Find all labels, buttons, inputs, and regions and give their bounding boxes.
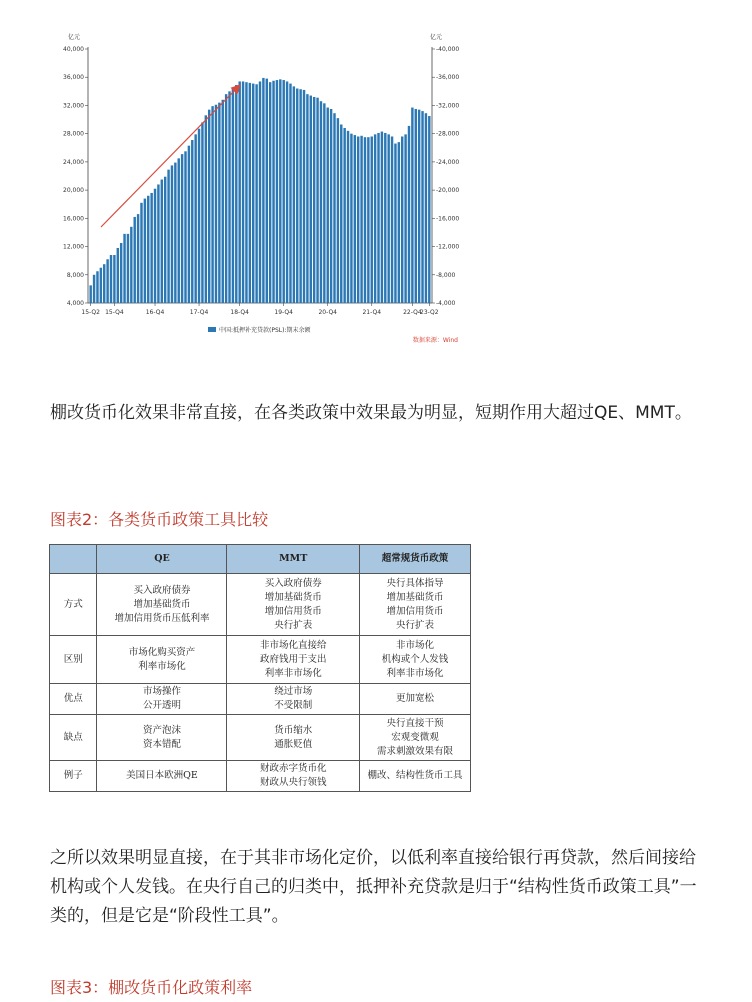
psl-bar <box>269 82 271 303</box>
x-tick-label: 20-Q4 <box>318 309 338 316</box>
psl-bar <box>415 109 417 303</box>
psl-bar <box>208 110 210 303</box>
table-cell-line: 央行具体指导 <box>386 577 444 589</box>
table-cell-qe <box>97 684 227 715</box>
x-tick-label: 19-Q4 <box>274 309 293 316</box>
figure-3-title: 图表3：棚改货币化政策利率 <box>50 978 253 997</box>
table-cell-line: 增加基础货币 <box>386 591 444 603</box>
psl-bar <box>398 142 400 303</box>
table-row-head: 例子 <box>50 761 97 792</box>
psl-bar <box>320 101 322 303</box>
right-tick-label: -20,000 <box>436 187 460 195</box>
table-cell-line: 央行扩表 <box>395 619 434 631</box>
right-tick-label: -8,000 <box>436 271 456 279</box>
table-cell-extra <box>359 684 470 715</box>
psl-bar <box>201 122 203 303</box>
psl-bar <box>140 203 142 303</box>
left-tick-label: 4,000 <box>66 300 84 307</box>
psl-bar <box>154 189 156 303</box>
table-cell-qe <box>97 574 227 636</box>
psl-chart <box>0 0 752 360</box>
table-cell-line: 增加信用货币 <box>264 605 322 617</box>
psl-bar <box>276 80 278 303</box>
psl-bar <box>245 82 247 303</box>
x-tick-label: 21-Q4 <box>362 309 382 316</box>
right-tick-label: -16,000 <box>436 215 460 223</box>
table-body <box>50 574 471 792</box>
table-cell-line: 需求刺激效果有限 <box>376 745 453 757</box>
psl-bar <box>330 109 332 303</box>
psl-bar <box>188 146 190 303</box>
left-tick-label: 8,000 <box>66 271 84 279</box>
psl-bar <box>289 84 291 303</box>
table-cell-qe <box>97 636 227 684</box>
table-cell-qe <box>97 761 227 792</box>
right-tick-label: -12,000 <box>436 243 460 251</box>
psl-bar <box>394 144 396 303</box>
psl-bar <box>161 180 163 303</box>
table-cell-mmt <box>227 761 359 792</box>
psl-bar <box>147 196 149 303</box>
left-tick-label: 40,000 <box>63 46 84 53</box>
psl-bar <box>106 259 108 303</box>
psl-bar <box>374 134 376 303</box>
table-header-mmt: MMT <box>227 545 359 574</box>
psl-bar <box>381 132 383 303</box>
table-cell-line: 通胀贬值 <box>274 738 313 750</box>
table-row-head: 方式 <box>50 574 97 636</box>
psl-bar <box>127 234 129 303</box>
psl-bar <box>367 137 369 303</box>
psl-bar <box>286 81 288 303</box>
psl-bar <box>117 248 119 303</box>
table-header-extra: 超常规货币政策 <box>359 545 470 574</box>
psl-bar <box>191 140 193 303</box>
paragraph-1: 棚改货币化效果非常直接，在各类政策中效果最为明显，短期作用大超过QE、MMT。 <box>50 403 692 423</box>
policy-comparison-table <box>49 544 471 792</box>
x-tick-label: 18-Q4 <box>230 309 249 316</box>
psl-bar <box>340 124 342 303</box>
table-cell-extra <box>359 715 470 761</box>
psl-bar <box>218 103 220 303</box>
x-tick-label: 16-Q4 <box>145 309 165 316</box>
psl-bar <box>262 78 264 303</box>
psl-bar <box>144 199 146 303</box>
psl-bar <box>364 137 366 303</box>
table-cell-line: 市场操作 <box>142 686 181 697</box>
psl-bar <box>333 113 335 303</box>
psl-bar <box>171 165 173 303</box>
table-header-row <box>50 545 471 574</box>
psl-bar <box>235 85 237 303</box>
psl-bar <box>296 89 298 303</box>
psl-bar <box>249 83 251 303</box>
table-cell-line: 资产泡沫 <box>142 724 181 736</box>
psl-bar <box>357 136 359 303</box>
psl-bar <box>174 163 176 303</box>
psl-bar <box>310 96 312 303</box>
table-cell-mmt <box>227 715 359 761</box>
psl-bar <box>323 103 325 303</box>
psl-bar <box>150 193 152 303</box>
psl-bar <box>232 89 234 303</box>
table-row <box>50 684 471 715</box>
psl-bar <box>252 84 254 303</box>
table-cell-mmt <box>227 636 359 684</box>
psl-bar <box>411 108 413 303</box>
psl-bar <box>164 177 166 303</box>
right-tick-label: -4,000 <box>436 300 456 307</box>
table-header-qe: QE <box>97 545 227 574</box>
psl-bar <box>103 264 105 303</box>
x-tick-label: 15-Q2 <box>81 309 100 316</box>
right-unit-label: 亿元 <box>430 34 443 41</box>
table-cell-line: 美国日本欧洲QE <box>126 770 198 781</box>
table-row-head: 区别 <box>50 636 97 684</box>
psl-bar <box>313 97 315 303</box>
table-cell-line: 财政赤字货币化 <box>259 763 327 774</box>
psl-bar <box>194 134 196 303</box>
left-tick-label: 20,000 <box>63 187 84 195</box>
left-unit-label: 亿元 <box>68 34 81 41</box>
table-row <box>50 761 471 792</box>
psl-bar <box>100 268 102 303</box>
table-cell-line: 绕过市场 <box>274 686 313 697</box>
table-row <box>50 715 471 761</box>
table-cell-extra <box>359 574 470 636</box>
table-row-head: 优点 <box>50 684 97 715</box>
psl-bar <box>391 136 393 303</box>
right-tick-label: -40,000 <box>436 46 460 53</box>
psl-bar <box>377 133 379 303</box>
table-cell-line: 非市场化 <box>395 639 434 651</box>
psl-bar <box>343 128 345 303</box>
table-row-head: 缺点 <box>50 715 97 761</box>
psl-bar <box>133 217 135 303</box>
table-cell-qe <box>97 715 227 761</box>
psl-bar <box>387 134 389 303</box>
psl-bar <box>360 136 362 303</box>
right-tick-label: -32,000 <box>436 102 460 110</box>
right-tick-label: -36,000 <box>436 74 460 82</box>
psl-bar <box>222 100 224 303</box>
psl-bar <box>89 285 91 303</box>
table-cell-line: 非市场化直接给 <box>259 639 327 651</box>
table-cell-line: 棚改、结构性货币工具 <box>367 770 463 781</box>
psl-bar <box>266 79 268 303</box>
psl-bar <box>225 94 227 303</box>
table-cell-line: 买入政府债券 <box>133 584 191 596</box>
psl-bar <box>282 80 284 303</box>
legend-swatch <box>208 327 216 332</box>
psl-bar <box>327 108 329 303</box>
psl-bar <box>157 184 159 303</box>
psl-bar <box>354 135 356 303</box>
psl-bar <box>425 113 427 303</box>
table-cell-line: 央行直接干预 <box>386 717 444 729</box>
x-tick-label: 17-Q4 <box>189 309 209 316</box>
table-cell-line: 机构或个人发钱 <box>381 653 449 665</box>
psl-bar <box>130 227 132 303</box>
psl-bar <box>408 126 410 303</box>
table-cell-line: 利率市场化 <box>138 660 186 672</box>
table-cell-mmt <box>227 574 359 636</box>
table-cell-line: 不受限制 <box>274 700 313 711</box>
right-tick-label: -24,000 <box>436 158 460 166</box>
psl-bar <box>299 89 301 303</box>
psl-bar <box>279 79 281 303</box>
psl-bar <box>306 94 308 303</box>
psl-bar <box>181 154 183 303</box>
table-cell-line: 增加基础货币 <box>264 591 322 603</box>
left-tick-label: 32,000 <box>63 102 84 110</box>
psl-bar <box>293 86 295 303</box>
psl-bar <box>215 105 217 303</box>
psl-bar <box>113 255 115 303</box>
psl-bar <box>198 129 200 303</box>
table-cell-line: 资本错配 <box>142 738 181 750</box>
psl-bar <box>137 214 139 303</box>
psl-bar <box>211 106 213 303</box>
table-cell-line: 增加基础货币 <box>133 598 191 610</box>
psl-bar <box>167 170 169 303</box>
psl-bar <box>347 131 349 303</box>
left-tick-label: 16,000 <box>63 215 84 223</box>
psl-bar <box>123 234 125 303</box>
psl-bar <box>418 110 420 303</box>
table-cell-line: 利率非市场化 <box>386 667 444 679</box>
psl-bar <box>110 255 112 303</box>
table-cell-line: 增加信用货币压低利率 <box>114 612 210 624</box>
psl-bar <box>303 90 305 303</box>
psl-bar <box>242 81 244 303</box>
left-tick-label: 36,000 <box>63 74 84 82</box>
left-tick-label: 28,000 <box>63 130 84 138</box>
psl-bar <box>384 133 386 303</box>
psl-bar <box>205 115 207 303</box>
psl-bar <box>96 271 98 303</box>
table-cell-line: 市场化购买资产 <box>128 646 196 658</box>
psl-bar <box>350 134 352 303</box>
table-cell-line: 增加信用货币 <box>386 605 444 617</box>
psl-bar <box>178 158 180 303</box>
table-cell-mmt <box>227 684 359 715</box>
source-label: 数据来源：Wind <box>412 337 458 344</box>
psl-bar <box>371 136 373 303</box>
psl-bar <box>255 84 257 303</box>
table-row <box>50 574 471 636</box>
paragraph-2: 之所以效果明显直接，在于其非市场化定价，以低利率直接给银行再贷款，然后间接给机构或个人发钱。在央行自己的归类中，抵押补充贷款是归于“结构性货币政策工具”一类的，但是它是“阶段性工具”。 <box>50 848 697 926</box>
legend-label: 中国:抵押补充贷款(PSL):期末余额 <box>219 327 311 334</box>
psl-bar <box>404 134 406 303</box>
psl-bar <box>228 91 230 303</box>
table-cell-line: 利率非市场化 <box>264 667 322 679</box>
table-cell-line: 政府钱用于支出 <box>259 653 327 665</box>
psl-bar <box>401 136 403 303</box>
table-row <box>50 636 471 684</box>
table-header-blank <box>50 545 97 574</box>
x-tick-label: 23-Q2 <box>420 309 439 316</box>
table-cell-line: 宏观变微观 <box>391 731 439 743</box>
x-tick-label: 22-Q4 <box>403 309 422 316</box>
table-cell-line: 财政从央行领钱 <box>259 777 327 788</box>
left-tick-label: 24,000 <box>63 158 84 166</box>
table-cell-extra <box>359 761 470 792</box>
x-tick-label: 15-Q4 <box>105 309 124 316</box>
psl-bar <box>337 118 339 303</box>
psl-bar <box>184 151 186 303</box>
psl-bar <box>259 81 261 303</box>
psl-bar <box>120 243 122 303</box>
figure-2-title: 图表2：各类货币政策工具比较 <box>50 510 269 529</box>
table-cell-line: 更加宽松 <box>395 693 434 704</box>
psl-bar <box>272 81 274 303</box>
table-cell-line: 央行扩表 <box>274 619 313 631</box>
psl-bar <box>93 275 95 303</box>
table-cell-line: 公开透明 <box>142 700 181 711</box>
psl-chart-svg <box>0 0 752 360</box>
table-cell-extra <box>359 636 470 684</box>
psl-bar <box>428 116 430 303</box>
left-tick-label: 12,000 <box>63 243 84 251</box>
psl-bar <box>421 111 423 303</box>
right-tick-label: -28,000 <box>436 130 460 138</box>
table-cell-line: 买入政府债券 <box>264 577 322 589</box>
psl-bar <box>316 98 318 303</box>
psl-bar <box>238 81 240 303</box>
table-cell-line: 货币缩水 <box>274 724 313 736</box>
